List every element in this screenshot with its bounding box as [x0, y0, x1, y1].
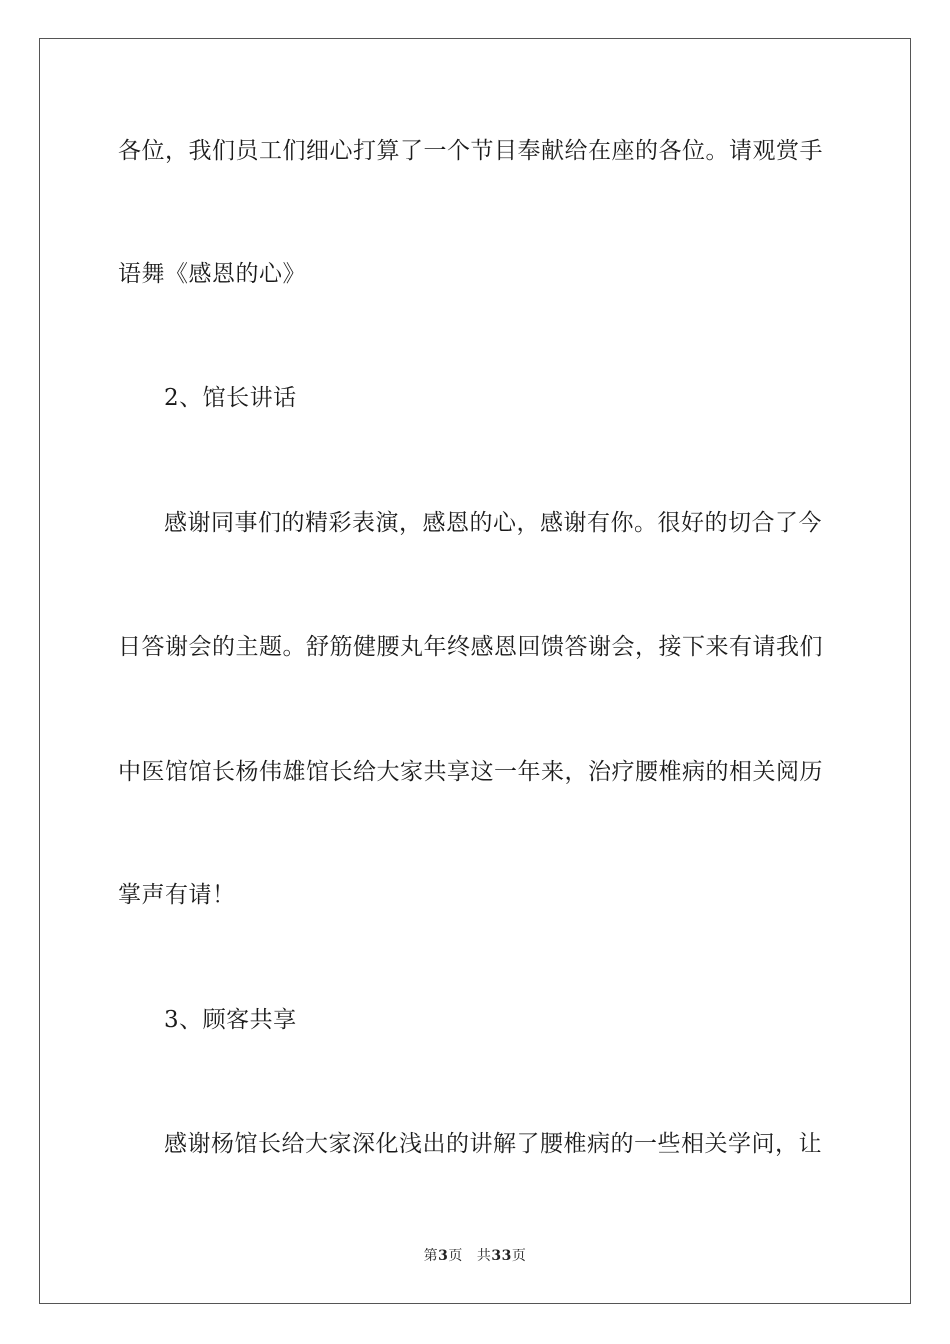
page-border	[39, 38, 911, 1304]
section-heading-3: 3、顾客共享	[164, 1007, 297, 1033]
footer-total-pages: 33	[491, 1248, 512, 1264]
text-line-1: 各位，我们员工们细心打算了一个节目奉献给在座的各位。请观赏手	[118, 138, 823, 164]
footer-total-prefix: 共	[476, 1248, 492, 1264]
footer-page-suffix: 页	[448, 1248, 463, 1264]
text-line-7: 掌声有请！	[118, 882, 236, 908]
footer-page-prefix: 第	[423, 1248, 439, 1264]
text-line-2: 语舞《感恩的心》	[118, 261, 306, 287]
text-line-5: 日答谢会的主题。舒筋健腰丸年终感恩回馈答谢会，接下来有请我们	[118, 634, 823, 660]
text-line-4: 感谢同事们的精彩表演，感恩的心，感谢有你。很好的切合了今	[164, 510, 822, 536]
page-footer	[0, 1246, 950, 1266]
footer-page-number: 3	[438, 1248, 449, 1264]
footer-total-suffix: 页	[511, 1248, 527, 1264]
text-line-6: 中医馆馆长杨伟雄馆长给大家共享这一年来，治疗腰椎病的相关阅历	[118, 759, 823, 785]
section-heading-2: 2、馆长讲话	[164, 385, 297, 411]
text-line-9: 感谢杨馆长给大家深化浅出的讲解了腰椎病的一些相关学问，让	[164, 1131, 822, 1157]
